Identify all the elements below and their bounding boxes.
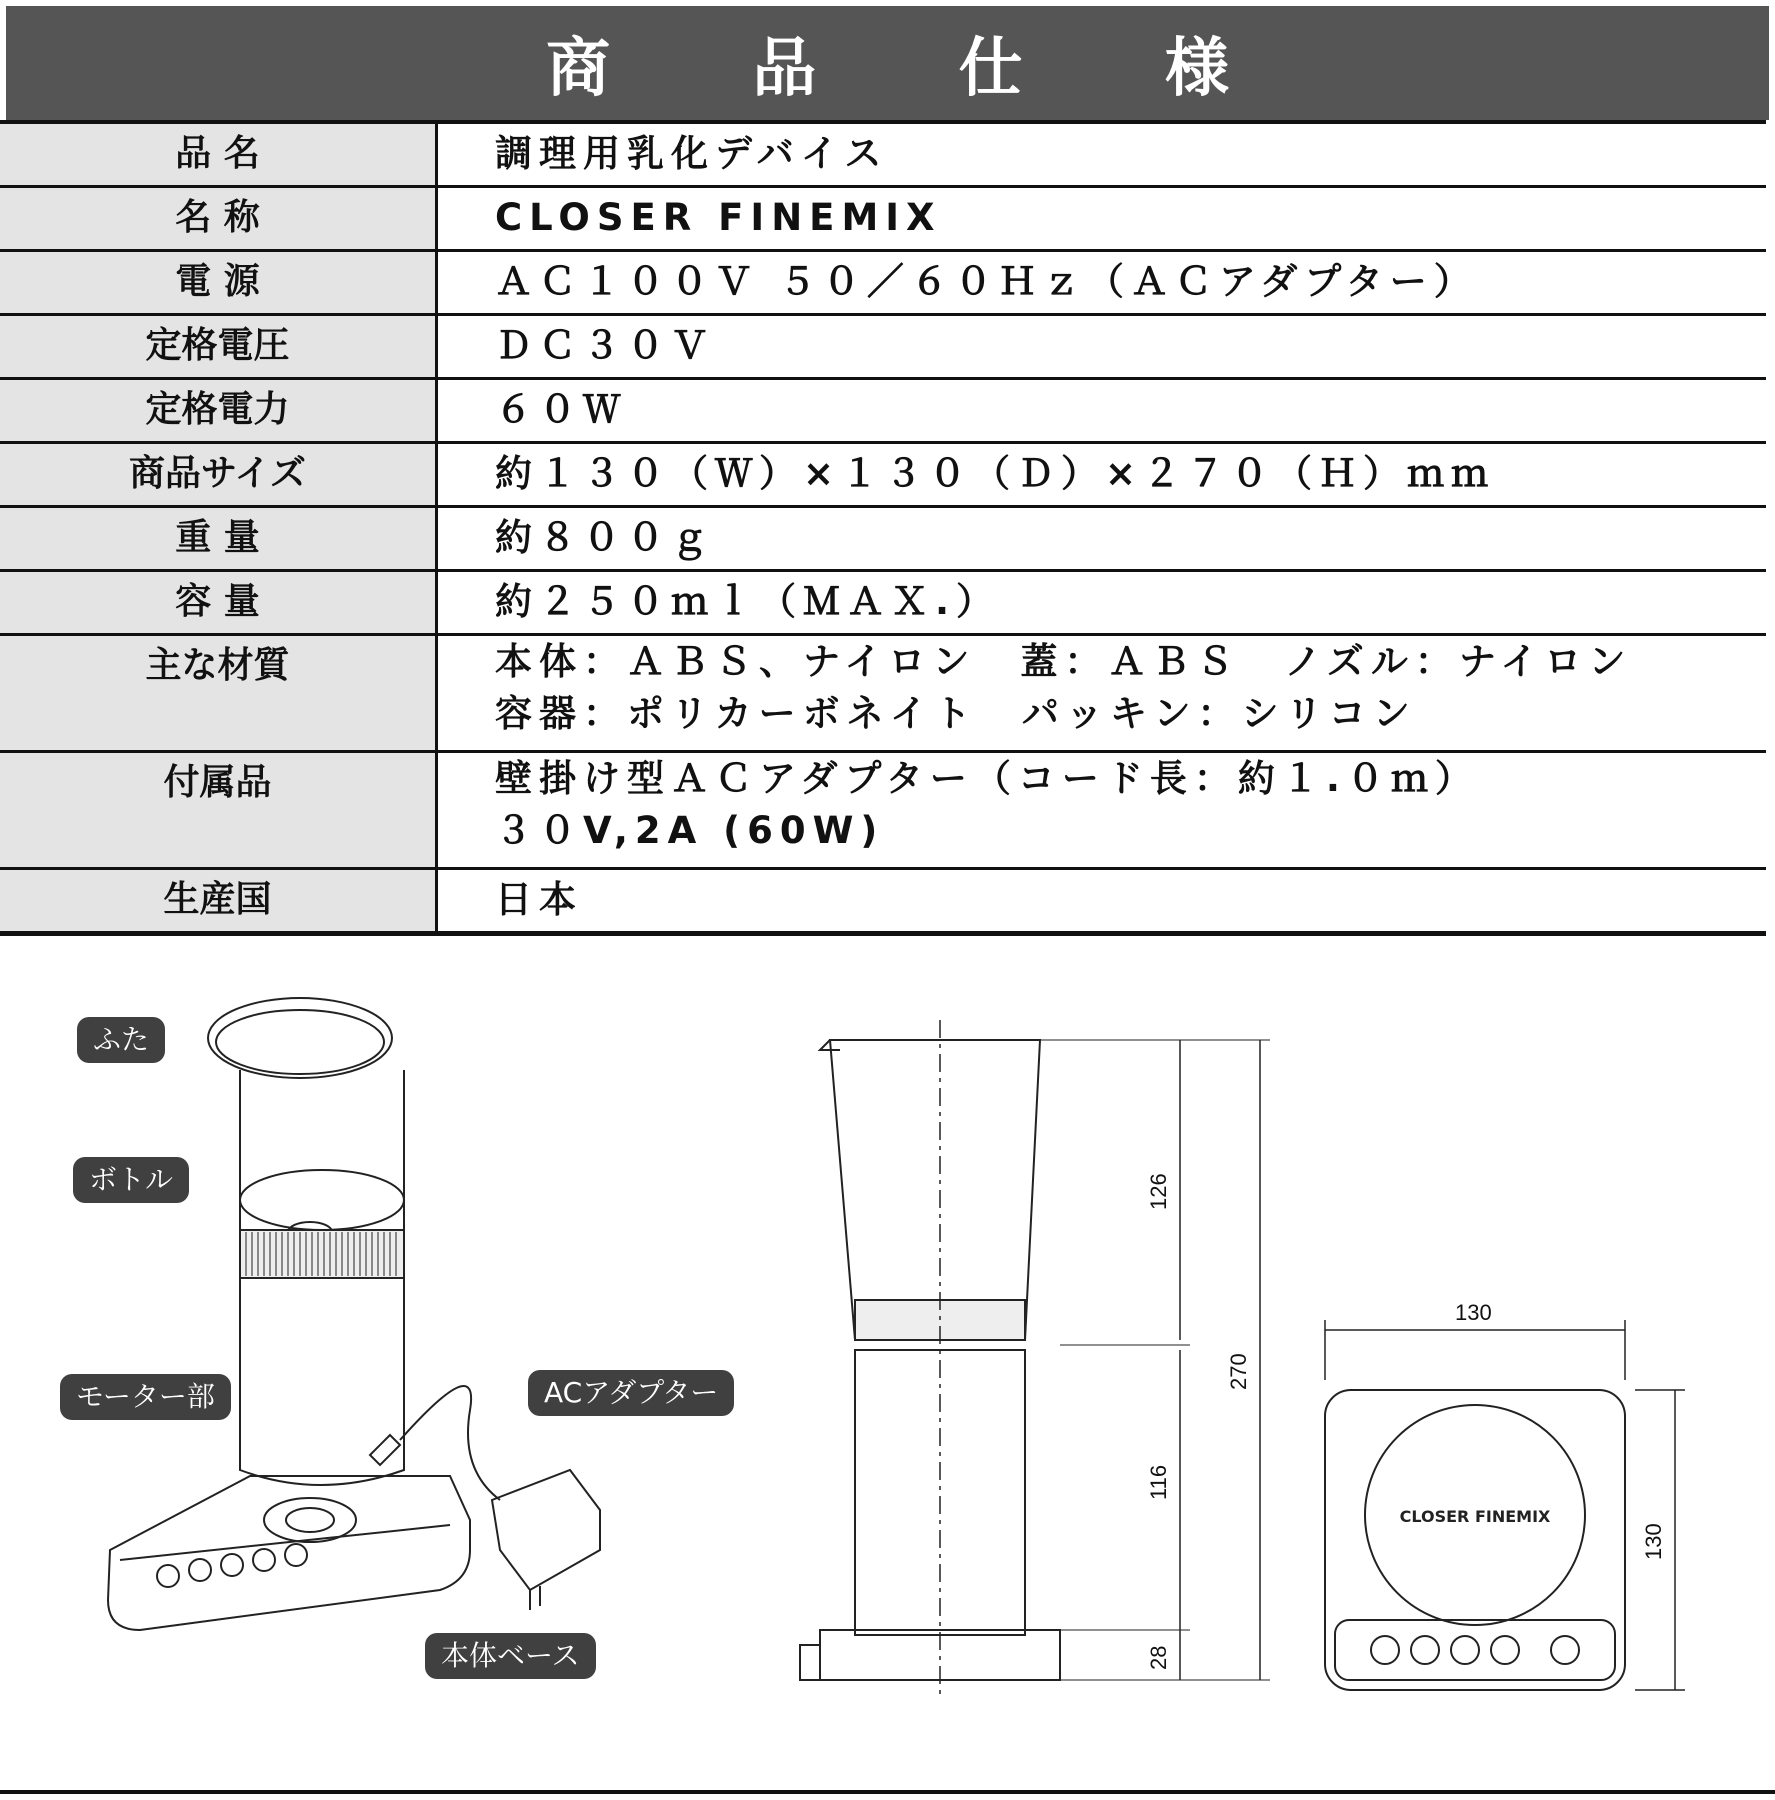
spec-row [0,122,1766,187]
spec-value-line: 約８００ｇ [495,516,715,559]
spec-label [0,635,437,752]
spec-label-text: 生産国 [163,879,272,920]
spec-value-line: 調理用乳化デバイス [495,132,889,175]
spec-value [437,507,1767,571]
dim-width: 130 [1455,1300,1492,1325]
spec-row [0,443,1766,507]
spec-label-text: 付属品 [163,762,272,803]
spec-value-line: 約２５０ｍｌ（ＭＡＸ.） [495,580,1001,623]
spec-label [0,443,437,507]
spec-row [0,635,1766,752]
label-adapter: ACアダプター [528,1370,734,1416]
spec-value-line: 約１３０（Ｗ）×１３０（Ｄ）×２７０（Ｈ）ｍｍ [495,452,1496,495]
spec-value [437,315,1767,379]
side-motor [855,1350,1025,1635]
spec-value-line: CLOSER FINEMIX [495,196,942,239]
adapter-cord [400,1386,500,1500]
spec-label [0,571,437,635]
spec-value-line: ３０V,2A (60W) [495,809,885,852]
spec-row [0,869,1766,934]
spec-value [437,443,1767,507]
base-shape [108,1476,470,1630]
label-base: 本体ベース [425,1633,596,1679]
spec-value-line: ＡＣ１００Ｖ ５０／６０Ｈｚ（ＡＣアダプター） [495,260,1478,303]
side-bottle [830,1040,1040,1340]
label-motor: モーター部 [60,1374,231,1420]
spec-label-text: 主な材質 [145,645,290,686]
spec-row [0,571,1766,635]
dim-bottle: 126 [1146,1173,1171,1210]
page-title: 商 品 仕 様 [6,6,1769,120]
button [221,1554,243,1576]
spec-label [0,869,437,934]
spec-label-text: 電 源 [175,261,260,302]
spec-value-line: ６０Ｗ [495,388,627,431]
dim-depth: 130 [1641,1523,1666,1560]
spec-label-text: 商品サイズ [128,453,307,494]
grip-ring [240,1230,404,1278]
bottom-rule [0,1790,1775,1794]
adapter-plug [370,1435,400,1465]
spec-label-text: 品 名 [175,133,260,174]
spec-value [437,379,1767,443]
spec-row [0,379,1766,443]
nozzle [264,1498,356,1542]
spec-value [437,187,1767,251]
spec-label-text: 定格電圧 [145,325,290,366]
spec-row [0,315,1766,379]
dim-motor: 116 [1146,1464,1171,1500]
spec-label [0,315,437,379]
dim-total: 270 [1226,1353,1251,1390]
button [189,1559,211,1581]
spec-label [0,379,437,443]
motor-shape [240,1278,404,1485]
top-logo: CLOSER FINEMIX [1399,1507,1551,1526]
spec-label [0,507,437,571]
product-illustration [100,990,740,1670]
spec-label [0,122,437,187]
button [253,1549,275,1571]
spec-value-line: 日本 [495,878,583,921]
spec-label-text: 重 量 [175,517,260,558]
adapter-body [492,1470,600,1590]
spec-label [0,187,437,251]
spec-label [0,251,437,315]
spec-value [437,122,1767,187]
spec-table [0,120,1766,936]
spec-row [0,752,1766,869]
bottle-shape [240,1070,404,1240]
spec-label-text: 名 称 [175,197,260,238]
button [157,1565,179,1587]
spec-value-line: 本体：ＡＢＳ、ナイロン 蓋：ＡＢＳ ノズル：ナイロン [495,640,1633,683]
spec-label-text: 容 量 [175,581,260,622]
spec-value [437,635,1767,752]
spec-value-line: 容器：ポリカーボネイト パッキン：シリコン [495,692,1417,735]
spec-label [0,752,437,869]
label-lid: ふた [77,1017,165,1063]
spec-value [437,571,1767,635]
side-view-drawing [760,1020,1280,1700]
spec-value-line: 壁掛け型ＡＣアダプター（コード長：約１.０ｍ） [495,757,1479,800]
button [285,1544,307,1566]
spec-row [0,251,1766,315]
spec-value [437,752,1767,869]
spec-label-text: 定格電力 [145,389,290,430]
spec-row [0,507,1766,571]
spec-value [437,869,1767,934]
top-base [1325,1390,1625,1690]
spec-row [0,187,1766,251]
dim-base: 28 [1146,1645,1171,1670]
spec-value-line: ＤＣ３０Ｖ [495,324,715,367]
spec-value [437,251,1767,315]
top-view-drawing [1295,1290,1715,1700]
label-bottle: ボトル [73,1157,189,1203]
